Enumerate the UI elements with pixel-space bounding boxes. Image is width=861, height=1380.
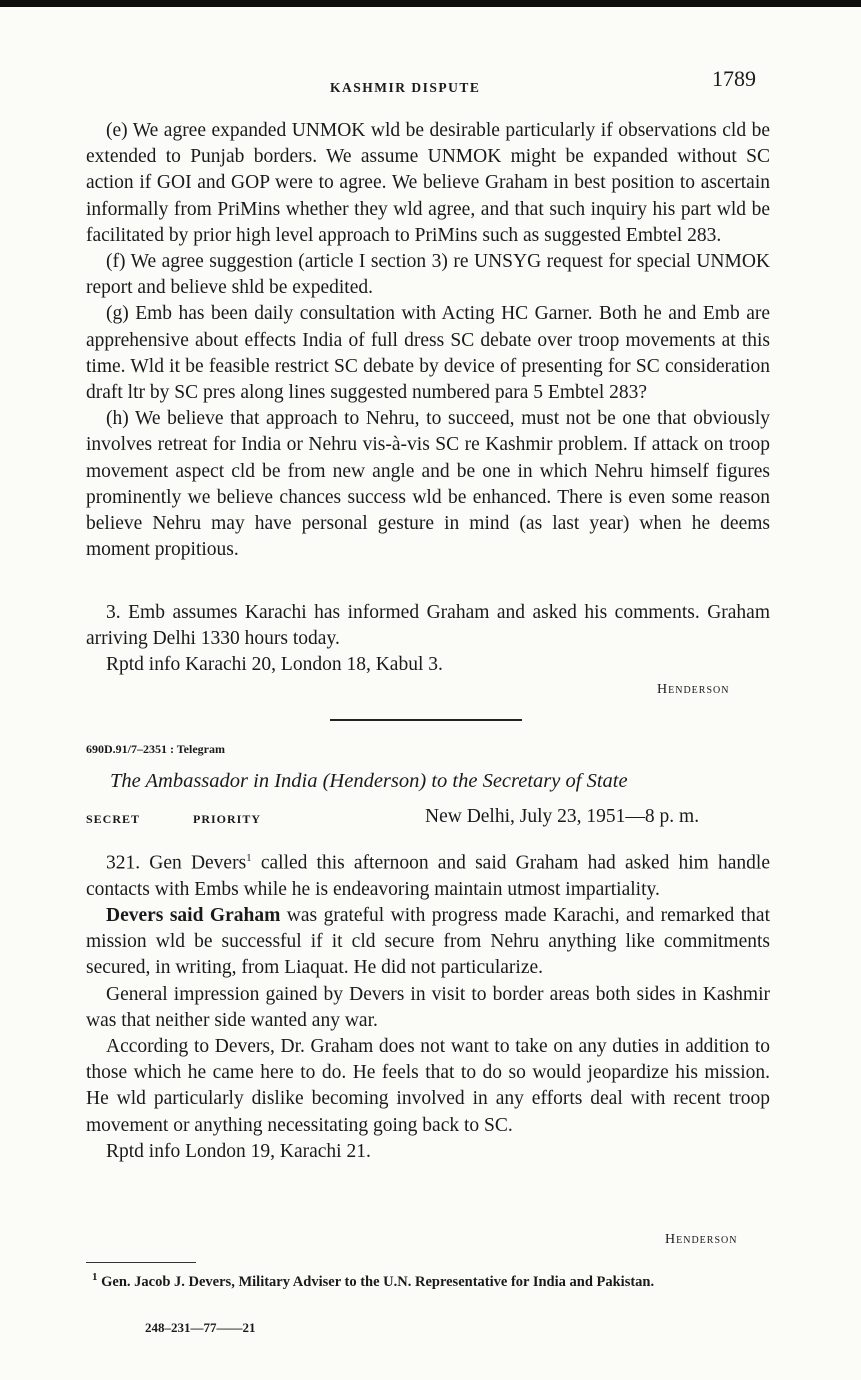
- paragraph-1-rest: called this afternoon and said Graham had asked him handle contacts with Embs while he is endeavoring maintain utmost impartiality.: [86, 852, 770, 900]
- paragraph-h: (h) We believe that approach to Nehru, to succeed, must not be one that obviously involves retreat for India or Nehru vis-à-vis SC re Kashmir problem. If attack on troop movement aspect cld be from new angle and be one in which Nehru himself figures prominently we believe chances success wld be enhanced. There is even some reason believe Nehru may have personal gesture in mind (as last year) when he deems moment propitious.: [86, 408, 770, 561]
- page-number: 1789: [712, 66, 756, 91]
- place-date-line: New Delhi, July 23, 1951—8 p. m.: [425, 806, 700, 827]
- file-reference: 690D.91/7–2351 : Telegram: [86, 742, 225, 756]
- footnote-text: Gen. Jacob J. Devers, Military Adviser to the U.N. Representative for India and Pakistan.: [97, 1273, 655, 1290]
- paragraph-3: 3. Emb assumes Karachi has informed Graham and asked his comments. Graham arriving Delhi 1330 hours today.: [86, 602, 770, 650]
- paragraph-e: (e) We agree expanded UNMOK wld be desirable particularly if observations cld be extended to Punjab borders. We assume UNMOK might be expanded without SC action if GOI and GOP were to agree. We believe Graham in best position to ascertain informally from PriMins whether they wld agree, and that such inquiry his part wld be facilitated by prior high level approach to PriMins such as suggested Embtel 283.: [86, 120, 770, 246]
- telegram-body: [86, 845, 770, 1165]
- paragraph-g: (g) Emb has been daily consultation with Acting HC Garner. Both he and Emb are apprehensive about effects India of full dress SC debate over troop movements at this time. Wld it be feasible restrict SC debate by device of presenting for SC consideration draft ltr by SC pres along lines suggested numbered para 5 Embtel 283?: [86, 303, 770, 404]
- footnote-rule: [86, 1262, 196, 1263]
- print-code: 248–231—77——21: [145, 1320, 256, 1335]
- section-one-closing: [86, 600, 770, 679]
- top-edge-bar: [0, 0, 861, 7]
- footnote-ref-mark: 1: [246, 852, 252, 864]
- section-one-body: [86, 118, 770, 563]
- section-divider: [330, 719, 522, 721]
- signature-henderson-2: Henderson: [665, 1232, 738, 1247]
- telegram-paragraph-2: [86, 903, 770, 982]
- paragraph-2-rest: was grateful with progress made Karachi, and remarked that mission wld be successful if it cld secure from Nehru anything like commitments secured, in writing, from Liaquat. He did not particularize.: [86, 904, 770, 979]
- classification-label: SECRET: [86, 812, 141, 826]
- running-header: KASHMIR DISPUTE: [330, 80, 481, 95]
- footnote-mark: 1: [92, 1271, 98, 1283]
- repeat-info-line: Rptd info Karachi 20, London 18, Kabul 3.: [106, 654, 443, 676]
- signature-henderson-1: Henderson: [657, 682, 730, 697]
- telegram-paragraph-4: According to Devers, Dr. Graham does not want to take on any duties in addition to those which he came here to do. He feels that to do so would jeopardize his mission. He wld particularly dislike becoming involved in any efforts deal with recent troop movement or anything necessitating going back to SC.: [86, 1035, 770, 1136]
- document-title: The Ambassador in India (Henderson) to the Secretary of State: [110, 770, 628, 792]
- priority-label: PRIORITY: [193, 812, 262, 826]
- telegram-paragraph-1: [86, 845, 770, 903]
- telegram-paragraph-3: General impression gained by Devers in visit to border areas both sides in Kashmir was that neither side wanted any war.: [86, 983, 770, 1031]
- paragraph-f: (f) We agree suggestion (article I section 3) re UNSYG request for special UNMOK report and believe shld be expedited.: [86, 251, 770, 299]
- telegram-repeat-info: Rptd info London 19, Karachi 21.: [106, 1140, 371, 1162]
- paragraph-2-lead: Devers said Graham: [106, 904, 281, 926]
- paragraph-1-start: 321. Gen Devers: [106, 852, 247, 874]
- footnote: [92, 1268, 782, 1292]
